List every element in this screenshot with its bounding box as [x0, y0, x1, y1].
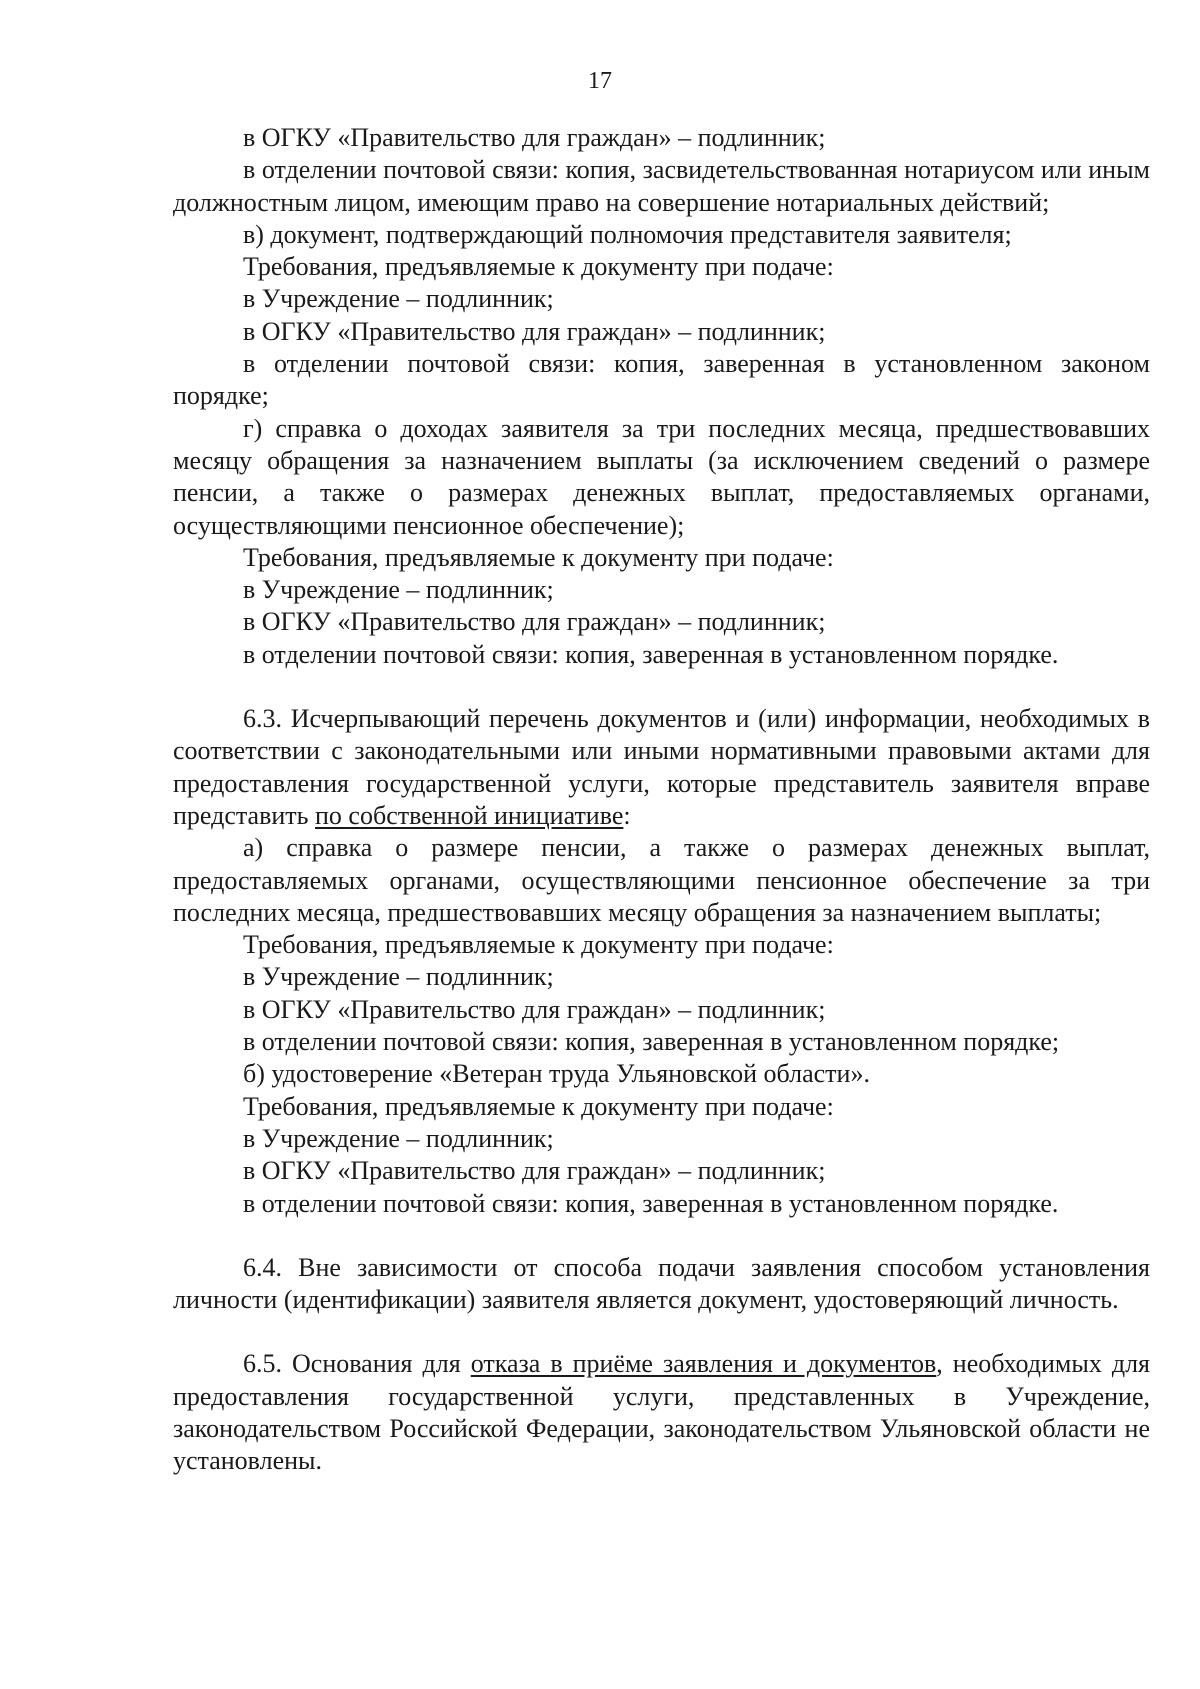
section-6-3-heading [173, 703, 1150, 832]
section-gap [173, 1220, 1150, 1252]
paragraph: в Учреждение – подлинник; [243, 575, 554, 605]
paragraph: в ОГКУ «Правительство для граждан» – подлинник; [243, 316, 826, 346]
paragraph: в Учреждение – подлинник; [243, 1123, 554, 1153]
paragraph: Требования, предъявляемые к документу при подаче: [243, 1091, 834, 1121]
section-6-4: 6.4. Вне зависимости от способа подачи заявления способом установления личности (идентификации) заявителя является документ, удостоверяющий личность. [173, 1252, 1150, 1315]
paragraph: в отделении почтовой связи: копия, заверенная в установленном порядке. [243, 639, 1059, 669]
paragraph: а) справка о размере пенсии, а также о размерах денежных выплат, предоставляемых органами, осуществляющими пенсионное обеспечение за три последних месяца, предшествовавших месяцу обращения за назначением выплаты; [173, 833, 1150, 927]
paragraph: в ОГКУ «Правительство для граждан» – подлинник; [243, 607, 826, 637]
section-6-5 [173, 1348, 1150, 1477]
paragraph: в ОГКУ «Правительство для граждан» – подлинник; [243, 123, 826, 152]
section-gap [173, 1316, 1150, 1348]
paragraph: Требования, предъявляемые к документу при подаче: [243, 252, 834, 282]
paragraph: г) справка о доходах заявителя за три последних месяца, предшествовавших месяцу обращения за назначением выплаты (за исключением сведений о размере пенсии, а также о размерах денежных выплат, предоставляемых органами, осуществляющими пенсионное обеспечение); [173, 413, 1150, 540]
paragraph: в ОГКУ «Правительство для граждан» – подлинник; [243, 1156, 826, 1186]
paragraph: в отделении почтовой связи: копия, засвидетельствованная нотариусом или иным должностным лицом, имеющим право на совершение нотариальных действий; [173, 155, 1150, 217]
section-6-3-punct: : [623, 800, 631, 830]
section-6-5-text: 6.5. Основания для [243, 1349, 471, 1379]
page-number: 17 [588, 68, 612, 94]
underlined-phrase: отказа в приёме заявления и документов [470, 1349, 937, 1379]
paragraph: Требования, предъявляемые к документу при подаче: [243, 542, 834, 572]
paragraph: в отделении почтовой связи: копия, заверенная в установленном законом порядке; [173, 349, 1150, 411]
section-6-5-rest: , необходимых для предоставления государственной услуги, представленных в Учреждение, законодательством Российской Федерации, законодательством Ульяновской области не установлены. [173, 1349, 1151, 1476]
paragraph: в ОГКУ «Правительство для граждан» – подлинник; [243, 994, 826, 1024]
paragraph: в Учреждение – подлинник; [243, 962, 554, 992]
document-body [173, 122, 1150, 1478]
section-6-3-text: 6.3. Исчерпывающий перечень документов и (или) информации, необходимых в соответствии с законодательными или иными нормативными правовыми актами для предоставления государственной услуги, которые представитель заявителя вправе представить [173, 704, 1150, 830]
section-gap [173, 671, 1150, 703]
paragraph: в) документ, подтверждающий полномочия представителя заявителя; [243, 219, 1012, 249]
paragraph: Требования, предъявляемые к документу при подаче: [243, 930, 834, 960]
paragraph: в отделении почтовой связи: копия, заверенная в установленном порядке; [243, 1027, 1060, 1057]
paragraph: б) удостоверение «Ветеран труда Ульяновской области». [243, 1059, 870, 1089]
paragraph: в отделении почтовой связи: копия, заверенная в установленном порядке. [243, 1188, 1059, 1218]
underlined-phrase: по собственной инициативе [315, 800, 624, 830]
paragraph: в Учреждение – подлинник; [243, 284, 554, 314]
